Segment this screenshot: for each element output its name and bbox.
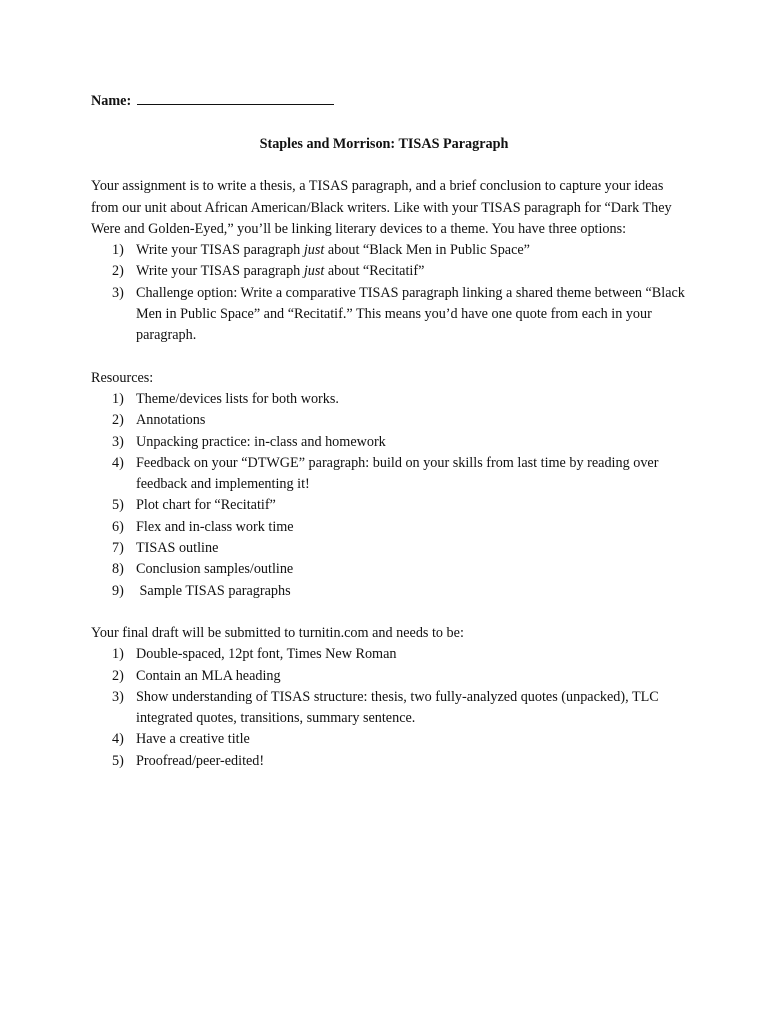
option-emphasis: just	[303, 242, 325, 259]
list-item-text: Double-spaced, 12pt font, Times New Roman	[136, 646, 397, 663]
option-emphasis: just	[303, 263, 325, 280]
list-item	[91, 751, 691, 772]
option-item	[91, 261, 691, 282]
list-number: 1)	[112, 646, 124, 663]
option-text: Challenge option: Write a comparative TISAS paragraph linking a shared theme between “Black Men in Public Space” and “Recitatif.” This means you’d have one quote from each in your paragraph.	[136, 284, 685, 344]
list-item	[91, 729, 691, 750]
list-item-text: Theme/devices lists for both works.	[136, 390, 339, 407]
list-item-text: Sample TISAS paragraphs	[136, 582, 291, 599]
list-item-text: Show understanding of TISAS structure: thesis, two fully-analyzed quotes (unpacked), TLC integrated quotes, transitions, summary sentence.	[136, 688, 659, 727]
list-number: 7)	[112, 540, 124, 557]
name-field	[91, 91, 691, 112]
list-item-text: Contain an MLA heading	[136, 667, 281, 684]
list-item	[91, 389, 691, 410]
resources-heading: Resources:	[91, 369, 154, 386]
list-item	[91, 538, 691, 559]
list-number: 9)	[112, 582, 124, 599]
list-item-text: Proofread/peer-edited!	[136, 752, 265, 769]
resources-list	[91, 389, 691, 602]
final-draft-list	[91, 644, 691, 772]
list-item	[91, 581, 691, 602]
option-text-end: about “Recitatif”	[324, 263, 425, 280]
list-item-text: Annotations	[136, 412, 206, 429]
list-number: 3)	[112, 284, 124, 301]
list-number: 2)	[112, 412, 124, 429]
intro-paragraph: Your assignment is to write a thesis, a TISAS paragraph, and a brief conclusion to capture your ideas from our unit about African American/Black writers. Like with your TISAS paragraph for “Dark They Were and Golden-Eyed,” you’ll be linking literary devices to a theme. You have three options:	[91, 178, 672, 237]
option-text: Write your TISAS paragraph	[136, 242, 304, 259]
option-item	[91, 240, 691, 261]
options-list	[91, 240, 691, 346]
document-title: Staples and Morrison: TISAS Paragraph	[259, 136, 509, 152]
list-number: 4)	[112, 731, 124, 748]
list-number: 5)	[112, 752, 124, 769]
list-item	[91, 687, 691, 730]
list-item	[91, 410, 691, 431]
list-item	[91, 644, 691, 665]
list-number: 2)	[112, 263, 124, 280]
option-item	[91, 283, 691, 347]
list-item	[91, 432, 691, 453]
list-number: 3)	[112, 433, 124, 450]
list-item-text: Have a creative title	[136, 731, 250, 748]
list-item-text: Plot chart for “Recitatif”	[136, 497, 276, 514]
list-item	[91, 559, 691, 580]
list-item	[91, 453, 691, 496]
option-text: Write your TISAS paragraph	[136, 263, 304, 280]
list-item	[91, 666, 691, 687]
final-draft-heading: Your final draft will be submitted to turnitin.com and needs to be:	[91, 624, 464, 641]
list-item-text: TISAS outline	[136, 540, 219, 557]
option-text-end: about “Black Men in Public Space”	[324, 242, 530, 259]
list-number: 1)	[112, 242, 124, 259]
list-number: 6)	[112, 518, 124, 535]
list-number: 4)	[112, 454, 124, 471]
list-item-text: Conclusion samples/outline	[136, 561, 294, 578]
list-number: 2)	[112, 667, 124, 684]
list-number: 8)	[112, 561, 124, 578]
name-label: Name:	[91, 93, 132, 109]
list-item-text: Flex and in-class work time	[136, 518, 294, 535]
list-number: 1)	[112, 390, 124, 407]
list-item	[91, 495, 691, 516]
list-item-text: Unpacking practice: in-class and homework	[136, 433, 386, 450]
list-item-text: Feedback on your “DTWGE” paragraph: build on your skills from last time by reading over feedback and implementing it!	[136, 454, 659, 493]
list-number: 3)	[112, 688, 124, 705]
list-number: 5)	[112, 497, 124, 514]
list-item	[91, 517, 691, 538]
document-page	[91, 91, 691, 772]
name-blank-line	[137, 91, 334, 105]
